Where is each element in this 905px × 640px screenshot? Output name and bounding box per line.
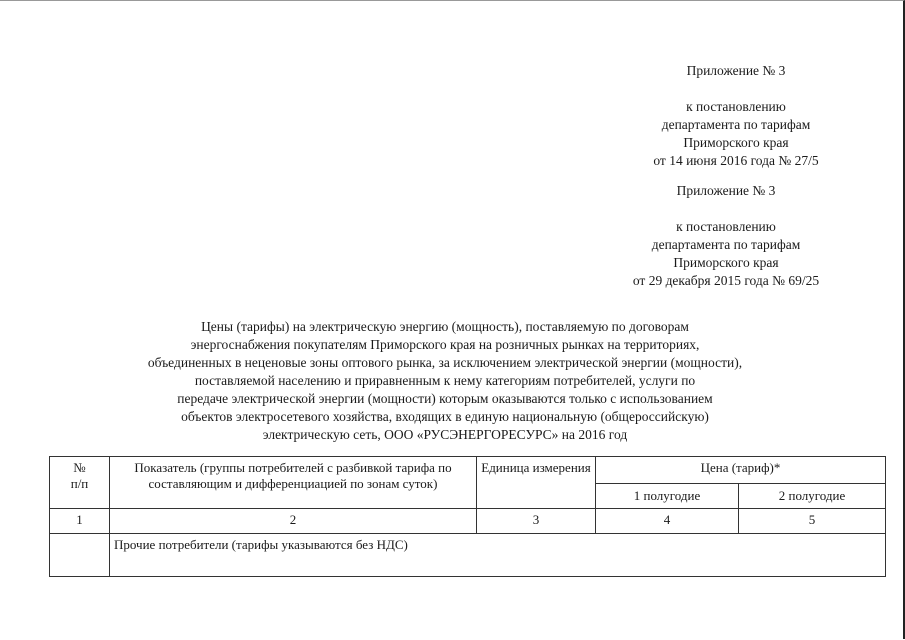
title-line: энергоснабжения покупателям Приморского края на розничных рынках на территориях, — [190, 337, 700, 352]
appendix-title: Приложение № 3 — [676, 183, 776, 198]
document-title — [100, 318, 790, 444]
header-number: № п/п — [50, 457, 110, 509]
title-line: Цены (тарифы) на электрическую энергию (мощность), поставляемую по договорам — [201, 319, 689, 334]
title-line: поставляемой населению и приравненным к нему категориям потребителей, услуги по — [194, 373, 696, 388]
appendix-current — [616, 62, 856, 170]
appendix-line: к постановлению — [676, 219, 776, 234]
appendix-line: департамента по тарифам — [651, 237, 801, 252]
title-line: объединенных в неценовые зоны оптового рынка, за исключением электрической энергии (мощности), — [147, 355, 743, 370]
appendix-previous — [606, 182, 846, 290]
row-number-cell — [50, 534, 110, 577]
appendix-line: от 14 июня 2016 года № 27/5 — [653, 153, 819, 168]
column-number: 1 — [50, 509, 110, 534]
header-half1: 1 полугодие — [596, 484, 739, 509]
header-half2: 2 полугодие — [739, 484, 886, 509]
appendix-title: Приложение № 3 — [686, 63, 786, 78]
table-header-row — [50, 457, 886, 484]
column-number: 4 — [596, 509, 739, 534]
appendix-line: к постановлению — [686, 99, 786, 114]
title-line: объектов электросетевого хозяйства, входящих в единую национальную (общероссийскую) — [181, 409, 709, 424]
column-number: 5 — [739, 509, 886, 534]
table-row — [50, 534, 886, 577]
header-indicator: Показатель (группы потребителей с разбивкой тарифа по составляющим и дифференциацией по зонам суток) — [110, 457, 477, 509]
appendix-line: Приморского края — [683, 135, 789, 150]
header-price: Цена (тариф)* — [596, 457, 886, 484]
title-line: передаче электрической энергии (мощности) которым оказываются только с использованием — [177, 391, 713, 406]
column-number: 3 — [477, 509, 596, 534]
appendix-line: департамента по тарифам — [661, 117, 811, 132]
tariff-table — [49, 456, 886, 577]
column-number: 2 — [110, 509, 477, 534]
row-label: Прочие потребители (тарифы указываются без НДС) — [110, 534, 886, 577]
column-number-row — [50, 509, 886, 534]
appendix-line: Приморского края — [673, 255, 779, 270]
header-unit: Единица измерения — [477, 457, 596, 509]
appendix-line: от 29 декабря 2015 года № 69/25 — [632, 273, 820, 288]
title-line: электрическую сеть, ООО «РУСЭНЕРГОРЕСУРС» на 2016 год — [262, 427, 628, 442]
